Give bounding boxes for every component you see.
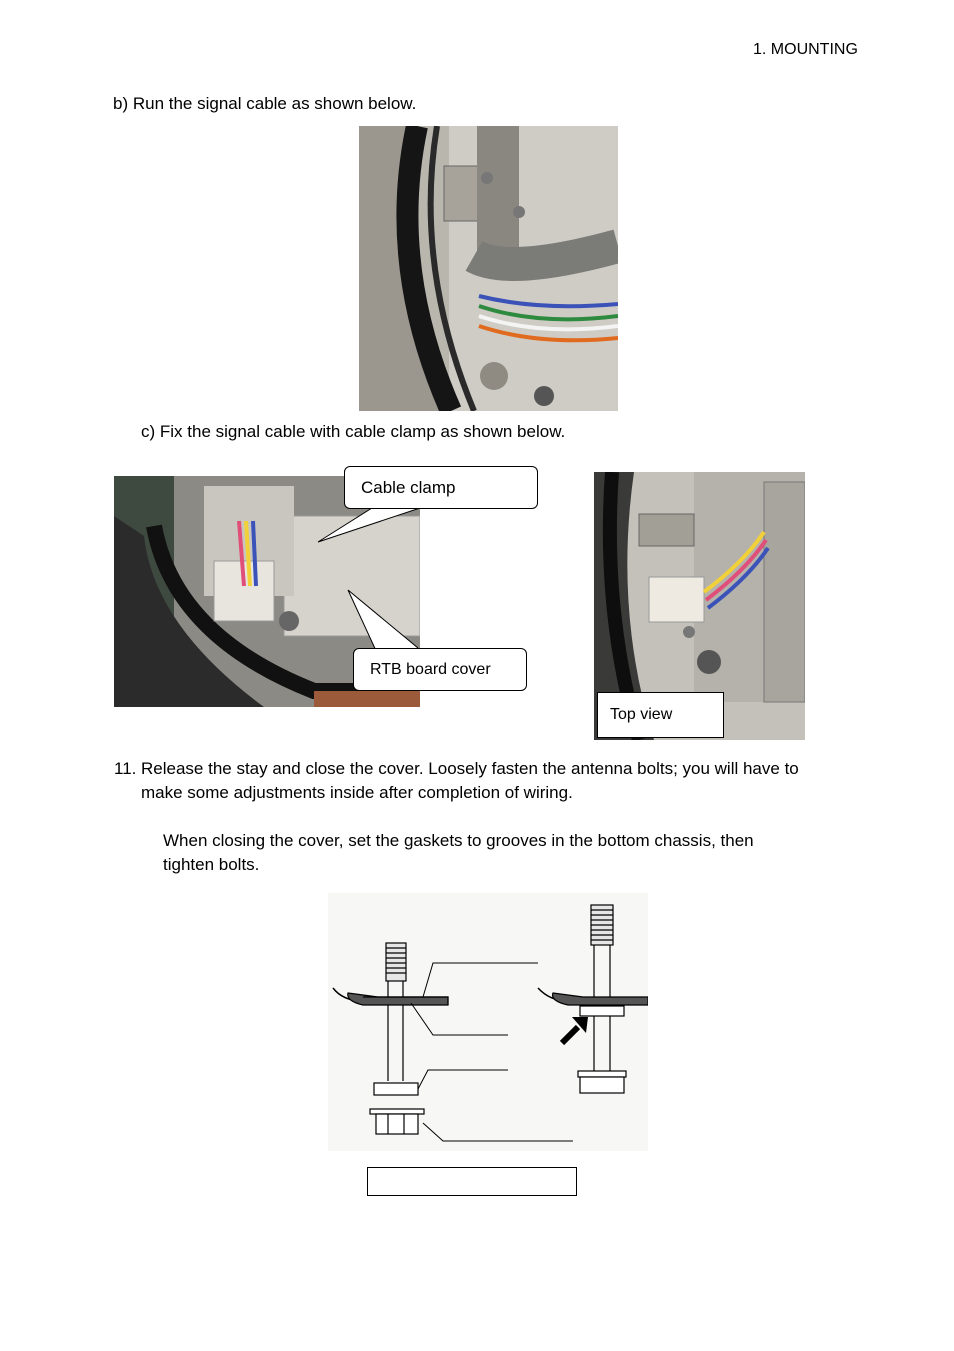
cable-clamp-label: Cable clamp (361, 477, 456, 497)
top-view-label: Top view (610, 706, 673, 723)
step-c-text: c) Fix the signal cable with cable clamp as shown below. (141, 422, 566, 441)
item-11-line-2: make some adjustments inside after completion of wiring. (141, 783, 573, 802)
rtb-board-cover-label: RTB board cover (370, 660, 491, 678)
cable-clamp-callout (344, 466, 538, 509)
note-line-2: tighten bolts. (163, 855, 260, 874)
item-11-line-1: Release the stay and close the cover. Loosely fasten the antenna bolts; you will have to (141, 759, 799, 778)
leader-lines (411, 963, 573, 1141)
top-view-callout (597, 692, 724, 738)
note-line-1: When closing the cover, set the gaskets to grooves in the bottom chassis, then (163, 831, 754, 850)
section-header: 1. MOUNTING (753, 41, 858, 58)
diagram-caption-box (367, 1167, 577, 1196)
arrow-icon (562, 1017, 588, 1043)
step-b-text: b) Run the signal cable as shown below. (113, 94, 417, 113)
rtb-board-cover-callout (353, 648, 527, 691)
item-11-number: 11. (114, 759, 137, 778)
bolt-gasket-diagram (328, 893, 648, 1151)
right-bolt (538, 905, 648, 1093)
